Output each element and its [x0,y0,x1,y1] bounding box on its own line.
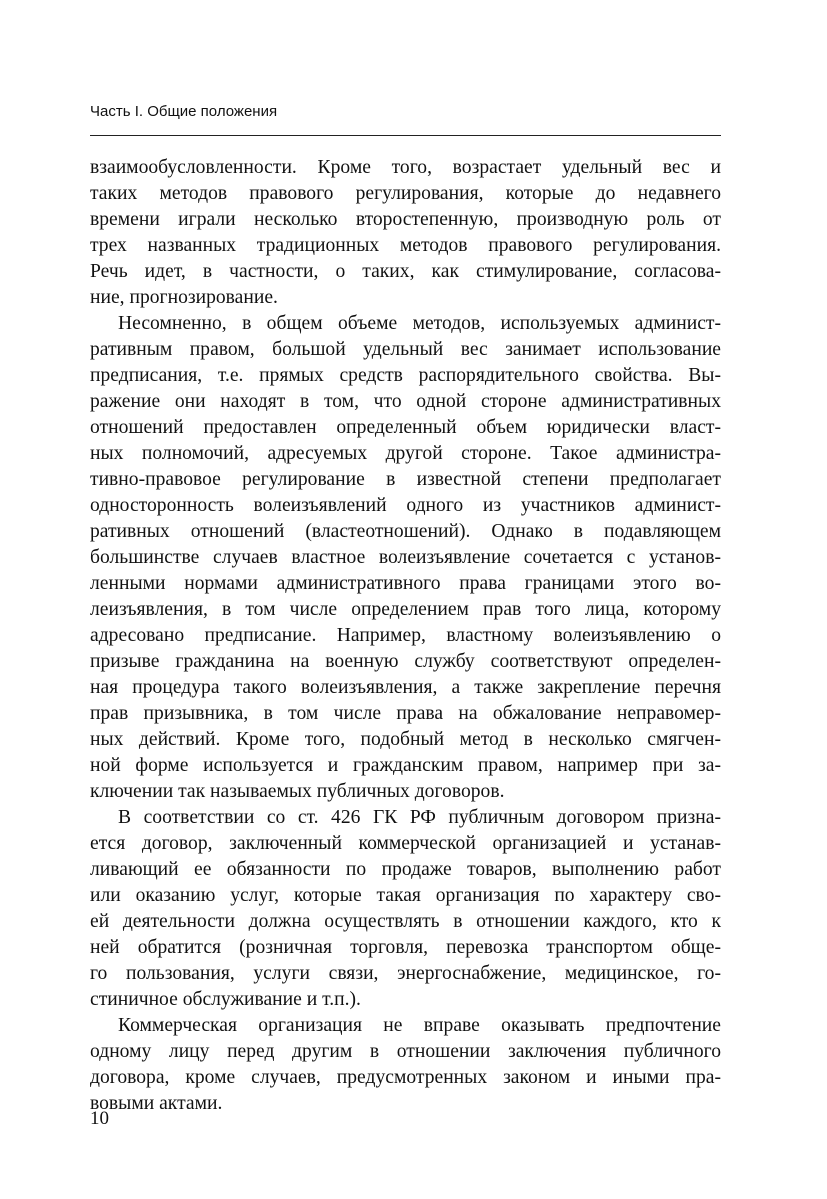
text-line: ражение они находят в том, что одной стороне административных [90,391,721,412]
text-line: вовыми актами. [90,1093,223,1114]
header-rule [90,135,721,136]
text-line: стиничное обслуживание и т.п.). [90,989,361,1010]
text-line: отношений предоставлен определенный объем юридически власт- [90,417,721,438]
text-line: одному лицу перед другим в отношении заключения публичного [90,1041,721,1062]
text-line: трех названных традиционных методов правового регулирования. [90,235,721,256]
text-line: леизъявления, в том числе определением прав того лица, которому [90,599,721,620]
paragraph-1 [90,155,721,311]
text-line: прав призывника, в том числе права на обжалование неправомер- [90,703,721,724]
paragraph-2 [90,311,721,805]
text-line: договора, кроме случаев, предусмотренных законом и иными пра- [90,1067,721,1088]
text-line: ней обратится (розничная торговля, перевозка транспортом обще- [90,937,721,958]
page-body [90,155,721,1117]
paragraph-3 [90,805,721,1013]
text-line: ной форме используется и гражданским правом, например при за- [90,755,721,776]
text-line: ленными нормами административного права границами этого во- [90,573,721,594]
text-line: Речь идет, в частности, о таких, как стимулирование, согласова- [90,261,721,282]
text-line: Коммерческая организация не вправе оказывать предпочтение [118,1015,721,1036]
text-line: ние, прогнозирование. [90,287,278,308]
text-line: ная процедура такого волеизъявления, а также закрепление перечня [90,677,721,698]
text-line: односторонность волеизъявлений одного из участников админист- [90,495,721,516]
text-line: ключении так называемых публичных договоров. [90,781,505,802]
text-line: адресовано предписание. Например, властному волеизъявлению о [90,625,721,646]
text-line: большинстве случаев властное волеизъявление сочетается с установ- [90,547,721,568]
text-line: тивно-правовое регулирование в известной степени предполагает [90,469,721,490]
page-number: 10 [90,1108,109,1129]
paragraph-4 [90,1013,721,1117]
text-line: ных действий. Кроме того, подобный метод в несколько смягчен- [90,729,721,750]
text-line: ется договор, заключенный коммерческой организацией и устанав- [90,833,721,854]
text-line: таких методов правового регулирования, которые до недавнего [90,183,721,204]
text-line: или оказанию услуг, которые такая организация по характеру сво- [90,885,721,906]
text-line: ративных отношений (властеотношений). Однако в подавляющем [90,521,721,542]
text-line: времени играли несколько второстепенную, производную роль от [90,209,721,230]
text-line: го пользования, услуги связи, энергоснабжение, медицинское, го- [90,963,721,984]
running-head: Часть I. Общие положения [90,103,278,120]
text-line: взаимообусловленности. Кроме того, возрастает удельный вес и [90,157,721,178]
text-line: ных полномочий, адресуемых другой стороне. Такое администра- [90,443,721,464]
text-line: предписания, т.е. прямых средств распорядительного свойства. Вы- [90,365,721,386]
text-line: ративным правом, большой удельный вес занимает использование [90,339,721,360]
text-line: ливающий ее обязанности по продаже товаров, выполнению работ [90,859,721,880]
text-line: призыве гражданина на военную службу соответствуют определен- [90,651,721,672]
text-line: ей деятельности должна осуществлять в отношении каждого, кто к [90,911,721,932]
text-line: Несомненно, в общем объеме методов, используемых админист- [118,313,721,334]
text-line: В соответствии со ст. 426 ГК РФ публичным договором призна- [118,807,721,828]
